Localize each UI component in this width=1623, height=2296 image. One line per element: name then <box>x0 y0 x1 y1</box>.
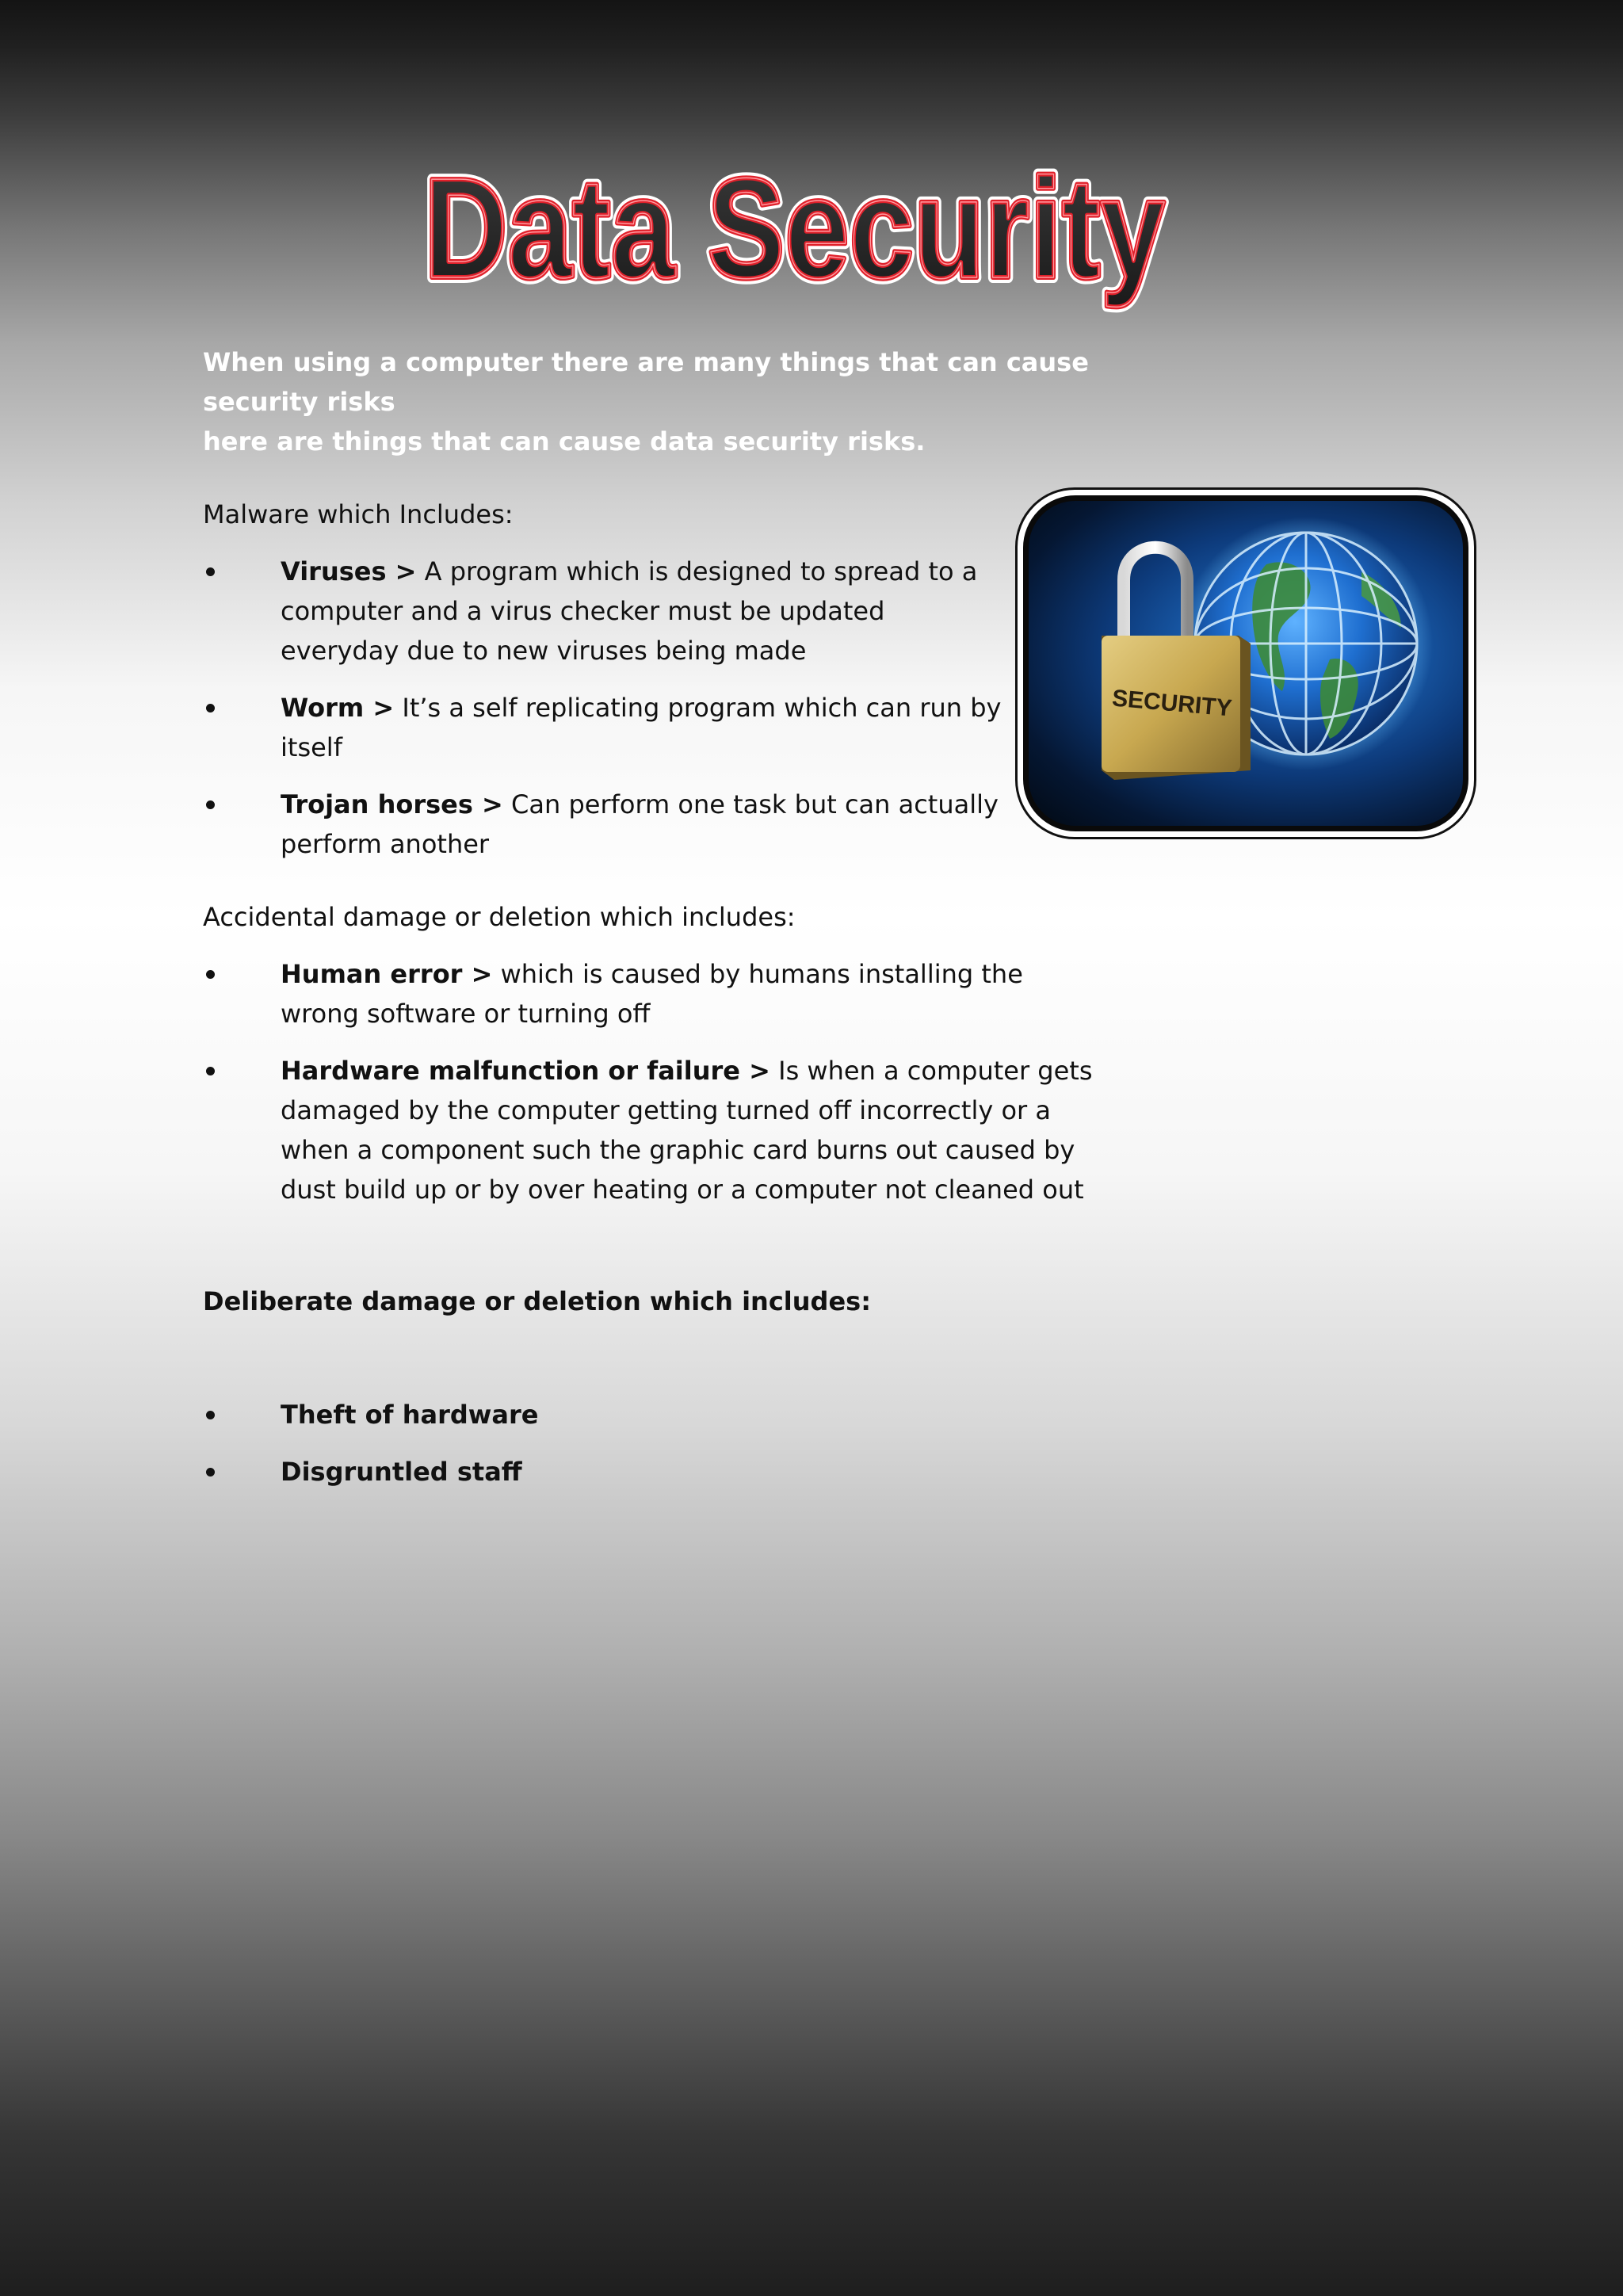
title-outline-white: Data Security <box>424 151 1165 308</box>
item-desc: A program which is designed to spread to a computer and a virus checker must be updated everyday due to new viruses being made <box>281 556 978 666</box>
title-text: Data Security <box>424 151 1165 308</box>
page-title <box>404 151 1197 333</box>
list-item <box>203 688 1003 767</box>
security-image-frame <box>1015 487 1476 839</box>
deliberate-heading: Deliberate damage or deletion which includes: <box>203 1286 871 1316</box>
list-item <box>203 1051 1094 1209</box>
bullet-icon <box>206 704 215 712</box>
item-term: Hardware malfunction or failure > <box>281 1056 770 1086</box>
deliberate-list <box>203 1395 1094 1509</box>
item-term: Worm > <box>281 693 395 723</box>
item-term: Trojan horses > <box>281 789 503 819</box>
bullet-icon <box>206 800 215 809</box>
bullet-icon <box>206 567 215 576</box>
item-term: Viruses > <box>281 556 417 586</box>
item-desc: Is when a computer gets damaged by the computer getting turned off incorrectly or a when a component such the graphic card burns out caused by dust build up or by over heating or a computer not cleaned out <box>281 1056 1093 1205</box>
title-highlight: Data Security <box>424 151 1165 308</box>
item-term: Human error > <box>281 959 493 989</box>
item-term: Disgruntled staff <box>281 1457 522 1487</box>
list-item <box>203 1452 1094 1492</box>
item-desc: Can perform one task but can actually perform another <box>281 789 999 859</box>
malware-list <box>203 552 1003 881</box>
bullet-icon <box>206 1411 215 1419</box>
list-item <box>203 552 1003 670</box>
intro-paragraph <box>203 342 1114 461</box>
list-item <box>203 785 1003 864</box>
item-term: Theft of hardware <box>281 1400 539 1430</box>
accidental-heading: Accidental damage or deletion which includes: <box>203 902 796 932</box>
list-item <box>203 954 1073 1033</box>
bullet-icon <box>206 1468 215 1477</box>
accidental-list <box>203 954 1094 1227</box>
item-desc: It’s a self replicating program which can run by itself <box>281 693 1002 762</box>
security-image <box>1023 495 1468 831</box>
padlock-label: SECURITY <box>1110 685 1233 722</box>
intro-line-2: here are things that can cause data security risks. <box>203 426 926 457</box>
intro-line-1: When using a computer there are many things that can cause security risks <box>203 347 1089 417</box>
bullet-icon <box>206 1067 215 1075</box>
bullet-icon <box>206 970 215 979</box>
malware-heading: Malware which Includes: <box>203 499 514 529</box>
list-item <box>203 1395 1094 1435</box>
item-desc: which is caused by humans installing the wrong software or turning off <box>281 959 1023 1029</box>
